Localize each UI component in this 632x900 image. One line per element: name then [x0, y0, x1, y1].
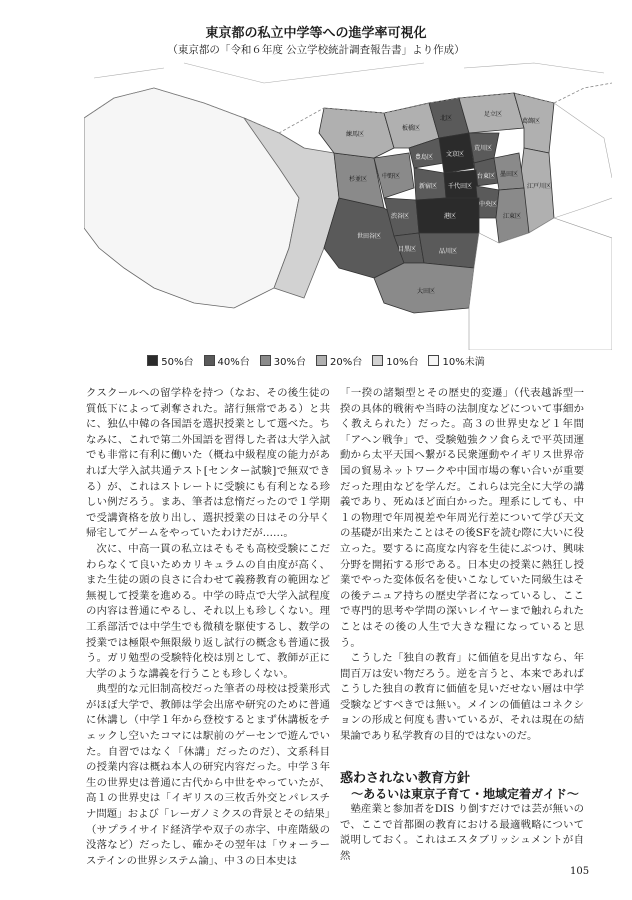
body-column-left: [86, 386, 330, 869]
legend-swatch: [147, 355, 158, 366]
legend-swatch: [372, 355, 383, 366]
legend-swatch: [204, 355, 215, 366]
map-label-taito: 台東区: [477, 173, 496, 180]
map-label-chuo: 中央区: [479, 201, 498, 208]
body-paragraph: こうした「独自の教育」に価値を見出すなら、年間百万は安い物だろう。逆を言うと、本来であればこうした独自の教育に価値を見いだせない層は中学受験などすべきでは無い。メインの価値はコネクションの形成と何度も書いているが、それは現在の結果論であり私学教育の目的ではないのだ。: [340, 652, 584, 743]
section-subheading: ～あるいは東京子育て・地域定着ガイド～: [351, 787, 579, 801]
map-label-bunkyo: 文京区: [446, 151, 465, 158]
map-label-suginami: 杉並区: [349, 176, 368, 183]
map-label-sumida: 墨田区: [500, 171, 519, 178]
body-paragraph: 典型的な元旧制高校だった筆者の母校は授業形式がほぼ大学で、教師は学会出席や研究のために普通に休講し（中学１年から登校するとまず休講板をチェックし空いたコマには駅前のゲーセンで遊んでいた。自習ではなく「休講」だったのだ）、文系科目の授業内容は概ね本人の研究内容だった。中学３年生の世界史は普通に古代から中世をやっていたが、高１の世界史は「イギリスの三枚舌外交とパレスチナ問題」および「レーガノミクスの背景とその結果」（サプライサイド経済学や双子の赤字、中産階級の没落など）だったし、確かその翌年は「ウォーラーステインの世界システム論」、中３の日本史は: [86, 683, 330, 867]
legend-item-30: [260, 353, 306, 368]
legend-item-40: [204, 353, 250, 368]
body-column-right: [340, 386, 584, 745]
map-label-setagaya: 世田谷区: [357, 233, 382, 240]
section-heading: 惑わされない教育方針: [340, 771, 471, 786]
figure-subtitle: （東京都の「令和６年度 公立学校統計調査報告書」より作成）: [167, 44, 465, 56]
legend-item-10: [372, 353, 418, 368]
legend-label: 30%台: [273, 357, 306, 368]
legend-label: 20%台: [330, 357, 363, 368]
map-label-chiyoda: 千代田区: [448, 183, 473, 190]
map-label-nerima: 練馬区: [346, 131, 365, 138]
map-legend: [0, 353, 632, 368]
map-label-itabashi: 板橋区: [402, 125, 421, 132]
map-label-toshima: 豊島区: [415, 154, 434, 161]
map-label-arakawa: 荒川区: [474, 145, 493, 152]
map-label-shibuya: 渋谷区: [391, 213, 410, 220]
map-label-katsushika: 葛飾区: [522, 118, 541, 125]
legend-label: 50%台: [161, 357, 194, 368]
map-label-edogawa: 江戸川区: [527, 183, 552, 190]
legend-swatch: [316, 355, 327, 366]
map-label-nakano: 中野区: [382, 173, 401, 180]
body-paragraph: 「一揆の諸類型とその歴史的変遷」（代表越訴型一揆の具体的戦術や当時の法制度などについて事細かく教えられた）だった。高３の世界史など１年間「アヘン戦争」で、受験勉強クソ食らえで平英団運動から太平天国へ繋がる民衆運動やイギリス世界帝国の貿易ネットワークや中国市場の奪い合いが重要だった理由などを学んだ。これらは完全に大学の講義であり、死ぬほど面白かった。理系にしても、中１の物理で年周視差や年周光行差について学び天文の基礎が出来たことはその後SFを読む際に大いに役立った。要するに高度な内容を生徒にぶつけ、興味分野を開拓する形である。日本史の授業に熱狂し授業でやった変体仮名を使いこなしていた同級生はその後テニュア持ちの歴史学者になっているし、ここで専門的思考や学問の深いレイヤーまで触れられたことはその後の人生で大きな糧になっていると思う。: [340, 387, 584, 649]
figure-title: 東京都の私立中学等への進学率可視化: [205, 26, 427, 41]
legend-swatch: [260, 355, 271, 366]
body-paragraph: 塾産業と参加者をDIS り倒すだけでは芸が無いので、ここで首都圏の教育における最適戦略について説明しておく。これはエスタブリッシュメントが自然: [340, 803, 584, 862]
map-label-meguro: 目黒区: [398, 246, 417, 253]
legend-swatch: [428, 355, 439, 366]
legend-label: 10%未満: [442, 357, 485, 368]
legend-label: 10%台: [386, 357, 419, 368]
body-paragraph: クスクールへの留学枠を持つ（なお、その後生徒の質低下によって剥奪された。諸行無常である）と共に、独仏中韓の各国語を選択授業として選べた。ちなみに、これで第二外国語を習得した者は大学入試でも非常に有利に働いた（概ね中級程度の能力があれば大学入試共通テスト[センター試験]で無双できる）が、これはストレートに受験にも有利となる珍しい例だろう。まあ、筆者は怠惰だったので１学期で受講資格を放り出し、選択授業の日はその分早く帰宅してゲームをやっていたわけだが……。: [86, 387, 330, 540]
map-label-adachi: 足立区: [484, 111, 503, 118]
map-label-kita: 北区: [440, 115, 453, 122]
map-label-minato: 港区: [444, 213, 457, 220]
body-paragraph: 次に、中高一貫の私立はそもそも高校受験にこだわらなくて良いためカリキュラムの自由度が高く、また生徒の頭の良さに合わせて義務教育の範囲など無視して授業を進める。中学の時点で大学入試程度の内容は普通にやるし、それ以上も珍しくない。理工系部活では中学生でも微積を駆使するし、数学の授業では極限や無限級り返し試行の概念も普通に扱う。ガリ勉型の受験特化校は別として、教師が正に大学のような講義を行うことも珍しくない。: [86, 542, 330, 680]
legend-label: 40%台: [217, 357, 250, 368]
map-label-ota: 大田区: [417, 288, 436, 295]
legend-item-50: [147, 353, 193, 368]
page-number: 105: [570, 866, 590, 877]
map-label-koto: 江東区: [503, 213, 522, 220]
section-body: [340, 802, 584, 864]
map-label-shinagawa: 品川区: [439, 248, 458, 255]
legend-item-20: [316, 353, 362, 368]
map-label-shinjuku: 新宿区: [419, 183, 438, 190]
legend-item-under10: [428, 353, 484, 368]
tokyo-choropleth-map: [84, 58, 612, 350]
